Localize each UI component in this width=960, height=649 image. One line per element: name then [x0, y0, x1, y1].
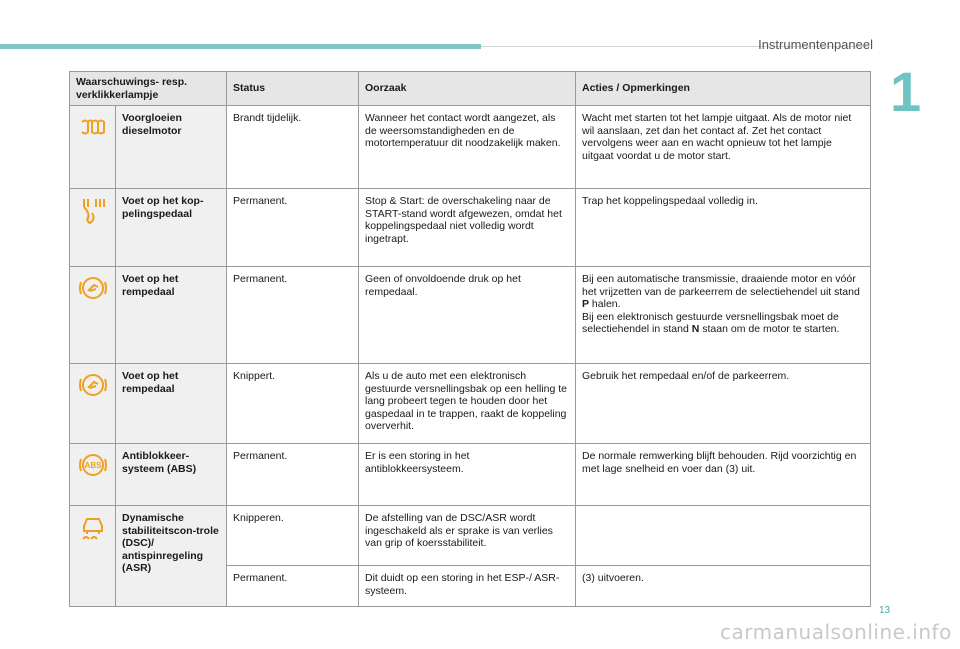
header-accent-bar [0, 44, 481, 49]
cause-cell: Dit duidt op een storing in het ESP-/ ASR-systeem. [359, 566, 576, 607]
header-lamp: Waarschuwings- resp. verklikkerlampje [70, 72, 227, 106]
action-cell: Bij een automatische transmissie, draaiende motor en vóór het vrijzetten van de parkeerrem de selectiehendel uit stand P halen. Bij een elektronisch gestuurde versnellingsbak moet de selectiehendel in stand N staan om de motor te starten. [576, 267, 871, 364]
table-row [70, 267, 871, 364]
gear-position-n: N [691, 323, 700, 335]
dsc-asr-icon [78, 512, 108, 542]
watermark: carmanualsonline.info [720, 620, 952, 644]
table-row [70, 506, 871, 566]
cause-cell: Stop & Start: de overschakeling naar de START-stand wordt afgewezen, omdat het koppelingspedaal niet volledig wordt ingetrapt. [359, 189, 576, 267]
status-cell: Permanent. [227, 189, 359, 267]
action-cell: De normale remwerking blijft behouden. Rijd voorzichtig en met lage snelheid en voer dan (3) uit. [576, 444, 871, 506]
status-cell: Brandt tijdelijk. [227, 106, 359, 189]
status-cell: Permanent. [227, 444, 359, 506]
action-cell: Wacht met starten tot het lampje uitgaat. Als de motor niet wil aanslaan, zet dan het contact af. Zet het contact vervolgens weer aan en wacht opnieuw tot het lampje uitgaat voordat u de motor start. [576, 106, 871, 189]
page-number: 13 [879, 605, 891, 616]
svg-text:ABS: ABS [84, 461, 101, 470]
lamp-name: Voet op het kop-pelingspedaal [116, 189, 227, 267]
cause-cell: Wanneer het contact wordt aangezet, als de weersomstandigheden en de motortemperatuur dit noodzakelijk maken. [359, 106, 576, 189]
table-row [70, 106, 871, 189]
cause-cell: Er is een storing in het antiblokkeersysteem. [359, 444, 576, 506]
status-cell: Permanent. [227, 566, 359, 607]
cause-cell: Als u de auto met een elektronisch gestuurde versnellingsbak op een helling te lang probeert tegen te houden door het gaspedaal in te trappen, raakt de koppeling oververhit. [359, 364, 576, 444]
gear-position-p: P [582, 298, 590, 310]
brake-pedal-icon [78, 370, 108, 400]
table-row [70, 364, 871, 444]
section-title: Instrumentenpaneel [758, 37, 873, 52]
action-cell: (3) uitvoeren. [576, 566, 871, 607]
lamp-name: Voet op het rempedaal [116, 364, 227, 444]
chapter-number: 1 [890, 60, 922, 123]
action-cell [576, 506, 871, 566]
status-cell: Knippert. [227, 364, 359, 444]
brake-pedal-icon [78, 273, 108, 303]
lamp-name: Voorgloeien dieselmotor [116, 106, 227, 189]
header-cause: Oorzaak [359, 72, 576, 106]
table-row [70, 189, 871, 267]
action-cell: Gebruik het rempedaal en/of de parkeerrem. [576, 364, 871, 444]
header-action: Acties / Opmerkingen [576, 72, 871, 106]
clutch-pedal-icon [78, 195, 108, 225]
lamp-name: Dynamische stabiliteitscon-trole (DSC)/ antispinregeling (ASR) [116, 506, 227, 607]
status-cell: Permanent. [227, 267, 359, 364]
header-status: Status [227, 72, 359, 106]
abs-icon [78, 450, 108, 480]
table-row [70, 444, 871, 506]
lamp-name: Antiblokkeer-systeem (ABS) [116, 444, 227, 506]
cause-cell: De afstelling van de DSC/ASR wordt ingeschakeld als er sprake is van verlies van grip of koersstabiliteit. [359, 506, 576, 566]
status-cell: Knipperen. [227, 506, 359, 566]
lamp-name: Voet op het rempedaal [116, 267, 227, 364]
cause-cell: Geen of onvoldoende druk op het rempedaal. [359, 267, 576, 364]
glow-plug-icon [78, 112, 108, 142]
table-header-row [70, 72, 871, 106]
action-cell: Trap het koppelingspedaal volledig in. [576, 189, 871, 267]
warning-lights-table [69, 71, 871, 607]
